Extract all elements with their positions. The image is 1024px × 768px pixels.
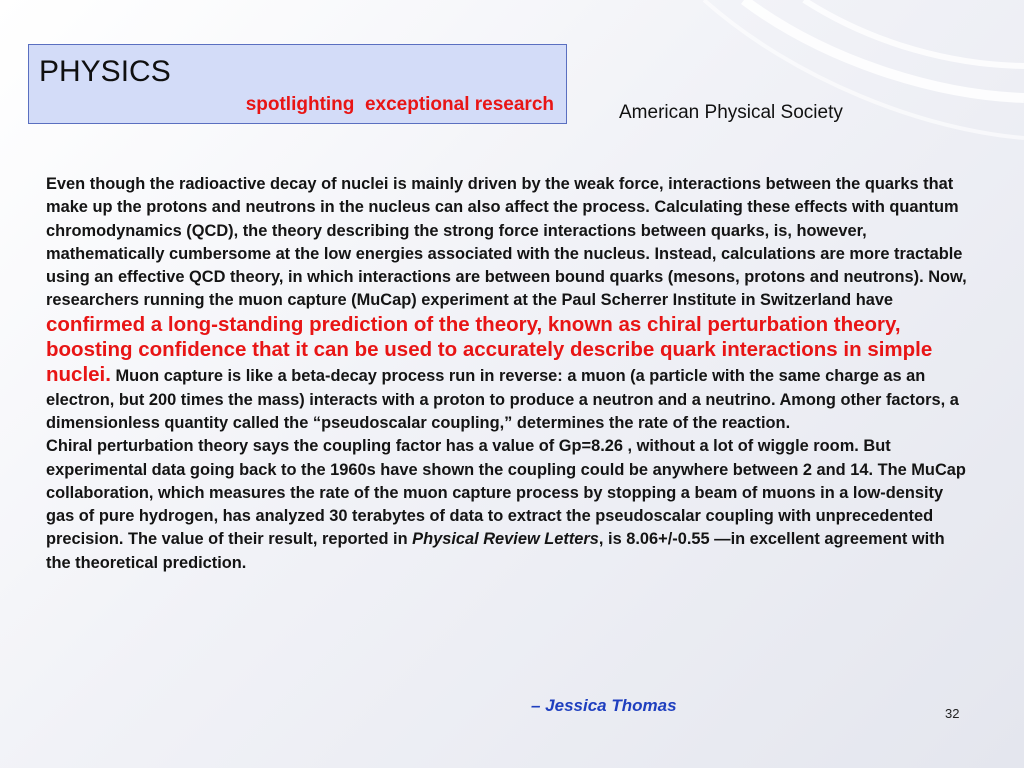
paragraph-2-text: Chiral perturbation theory says the coupling factor has a value of Gp=8.26 , without a lot of wiggle room. But experimental data going back to the 1960s have shown the coupling could be anywhere between 2 and 14. The MuCap collaboration, which measures the rate of the muon capture process by stopping a beam of muons in a low-density gas of pure hydrogen, has analyzed 30 terabytes of data to extract the pseudoscalar coupling with unprecedented precision. The value of their result, reported in bbox=[46, 437, 966, 549]
paragraph-1-rest: Muon capture is like a beta-decay process run in reverse: a muon (a particle with the same charge as an electron, but 200 times the mass) interacts with a proton to produce a neutron and a neutrino. Among other factors, a dimensionless quantity called the “pseudoscalar coupling,” determines the rate of the reaction. bbox=[46, 367, 959, 432]
paragraph-1-intro: Even though the radioactive decay of nuclei is mainly driven by the weak force, interactions between the quarks that make up the protons and neutrons in the nucleus can also affect the process. Calculating these effects with quantum chromodynamics (QCD), the theory describing the strong force interactions between quarks, is, however, mathematically cumbersome at the low energies associated with the nucleus. Instead, calculations are more tractable using an effective QCD theory, in which interactions are between bound quarks (mesons, protons and neutrons). Now, researchers running the muon capture (MuCap) experiment at the Paul Scherrer Institute in Switzerland have bbox=[46, 175, 967, 310]
paragraph-2-end: , is 8.06+/-0.55 —in excellent agreement with the theoretical prediction. bbox=[46, 530, 945, 572]
organization-label: American Physical Society bbox=[619, 102, 843, 123]
slide-title: PHYSICS bbox=[39, 55, 171, 88]
author-byline: – Jessica Thomas bbox=[531, 696, 677, 715]
highlighted-finding: confirmed a long-standing prediction of the theory, known as chiral perturbation theory, boosting confidence that it can be used to accurately describe quark interactions in simple nuclei. bbox=[46, 312, 933, 387]
article-body bbox=[46, 173, 971, 575]
journal-name: Physical Review Letters bbox=[412, 530, 599, 549]
page-number: 32 bbox=[945, 706, 960, 721]
paragraph-2 bbox=[46, 435, 971, 575]
decorative-swoosh bbox=[684, 0, 1024, 170]
title-box bbox=[28, 44, 567, 124]
slide-subtitle: spotlighting exceptional research bbox=[245, 94, 554, 115]
paragraph-1 bbox=[46, 173, 971, 435]
